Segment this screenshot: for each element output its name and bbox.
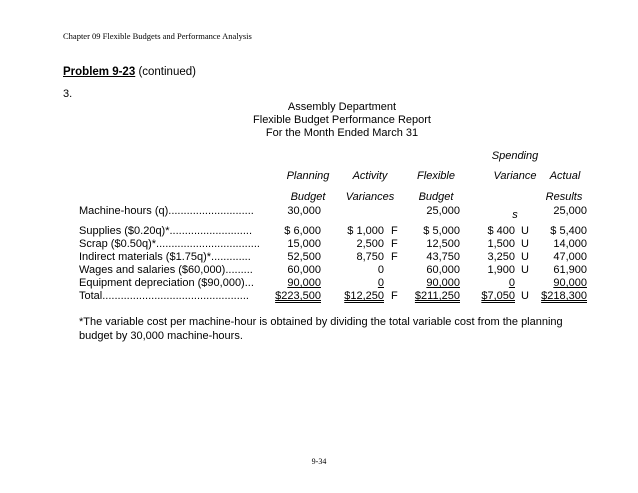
- total-planning: $223,500: [275, 290, 321, 302]
- machine-hours-actual: 25,000: [553, 205, 587, 217]
- cell-planning: $ 6,000: [284, 225, 321, 237]
- cell-activity: 0: [377, 277, 384, 289]
- total-activity-flag: F: [391, 290, 398, 302]
- item-number: 3.: [63, 88, 73, 100]
- cell-actual: 61,900: [553, 264, 587, 276]
- machine-hours-label: Machine-hours (q)............................: [79, 205, 254, 217]
- cell-activity-flag: F: [391, 238, 398, 250]
- cell-spending-flag: U: [521, 251, 529, 263]
- col-header-planning-1: Planning: [286, 170, 330, 182]
- cell-activity: 0: [377, 264, 384, 276]
- cell-spending: 3,250: [487, 251, 515, 263]
- cell-actual: 47,000: [553, 251, 587, 263]
- col-header-actual-1: Actual: [549, 170, 581, 182]
- total-row-label: Total................................................: [79, 290, 249, 302]
- cell-activity: 8,750: [356, 251, 384, 263]
- row-label: Supplies ($0.20q)*...........................: [79, 225, 253, 237]
- row-label: Equipment depreciation ($90,000)...: [79, 277, 254, 289]
- cell-activity-flag: F: [391, 251, 398, 263]
- cell-spending-flag: U: [521, 264, 529, 276]
- row-label: Scrap ($0.50q)*..................................: [79, 238, 260, 250]
- report-title-name: Flexible Budget Performance Report: [253, 114, 431, 126]
- cell-planning: 15,000: [287, 238, 321, 250]
- cell-planning: 60,000: [287, 264, 321, 276]
- cell-flexible: 12,500: [426, 238, 460, 250]
- col-header-activity-2: Variances: [345, 191, 395, 203]
- col-header-spending-3: s: [512, 209, 518, 221]
- row-label: Wages and salaries ($60,000).........: [79, 264, 253, 276]
- report-title-department: Assembly Department: [287, 101, 397, 113]
- cell-planning: 90,000: [287, 277, 321, 289]
- col-header-spending-2: Variance: [493, 170, 537, 182]
- page-number: 9-34: [311, 457, 327, 466]
- problem-heading: [63, 66, 196, 78]
- cell-spending: 1,900: [487, 264, 515, 276]
- col-header-actual-2: Results: [545, 191, 583, 203]
- report-title-period: For the Month Ended March 31: [265, 127, 419, 139]
- total-actual: $218,300: [541, 290, 587, 302]
- cell-spending: 0: [508, 277, 515, 289]
- cell-activity-flag: F: [391, 225, 398, 237]
- cell-spending: 1,500: [487, 238, 515, 250]
- cell-planning: 52,500: [287, 251, 321, 263]
- machine-hours-planning: 30,000: [287, 205, 321, 217]
- cell-flexible: $ 5,000: [423, 225, 460, 237]
- cell-spending: $ 400: [487, 225, 515, 237]
- cell-actual: 90,000: [553, 277, 587, 289]
- total-flexible: $211,250: [414, 290, 460, 302]
- machine-hours-flexible: 25,000: [426, 205, 460, 217]
- footnote: *The variable cost per machine-hour is obtained by dividing the total variable cost from the planning budget by 30,000 machine-hours.: [79, 316, 563, 342]
- col-header-flexible-2: Budget: [418, 191, 454, 203]
- chapter-header: Chapter 09 Flexible Budgets and Performance Analysis: [63, 31, 252, 41]
- total-spending-flag: U: [521, 290, 529, 302]
- col-header-flexible-1: Flexible: [417, 170, 455, 182]
- total-activity: $12,250: [344, 290, 384, 302]
- row-label: Indirect materials ($1.75q)*.............: [79, 251, 251, 263]
- problem-suffix: (continued): [138, 66, 196, 78]
- cell-actual: $ 5,400: [550, 225, 587, 237]
- cell-spending-flag: U: [521, 225, 529, 237]
- cell-flexible: 43,750: [426, 251, 460, 263]
- col-header-spending-1: Spending: [491, 150, 539, 162]
- cell-flexible: 60,000: [426, 264, 460, 276]
- cell-activity: $ 1,000: [347, 225, 384, 237]
- col-header-planning-2: Budget: [290, 191, 326, 203]
- cell-actual: 14,000: [553, 238, 587, 250]
- problem-number: Problem 9-23: [63, 66, 136, 78]
- col-header-activity-1: Activity: [352, 170, 388, 182]
- cell-spending-flag: U: [521, 238, 529, 250]
- total-spending: $7,050: [481, 290, 515, 302]
- cell-flexible: 90,000: [426, 277, 460, 289]
- cell-activity: 2,500: [356, 238, 384, 250]
